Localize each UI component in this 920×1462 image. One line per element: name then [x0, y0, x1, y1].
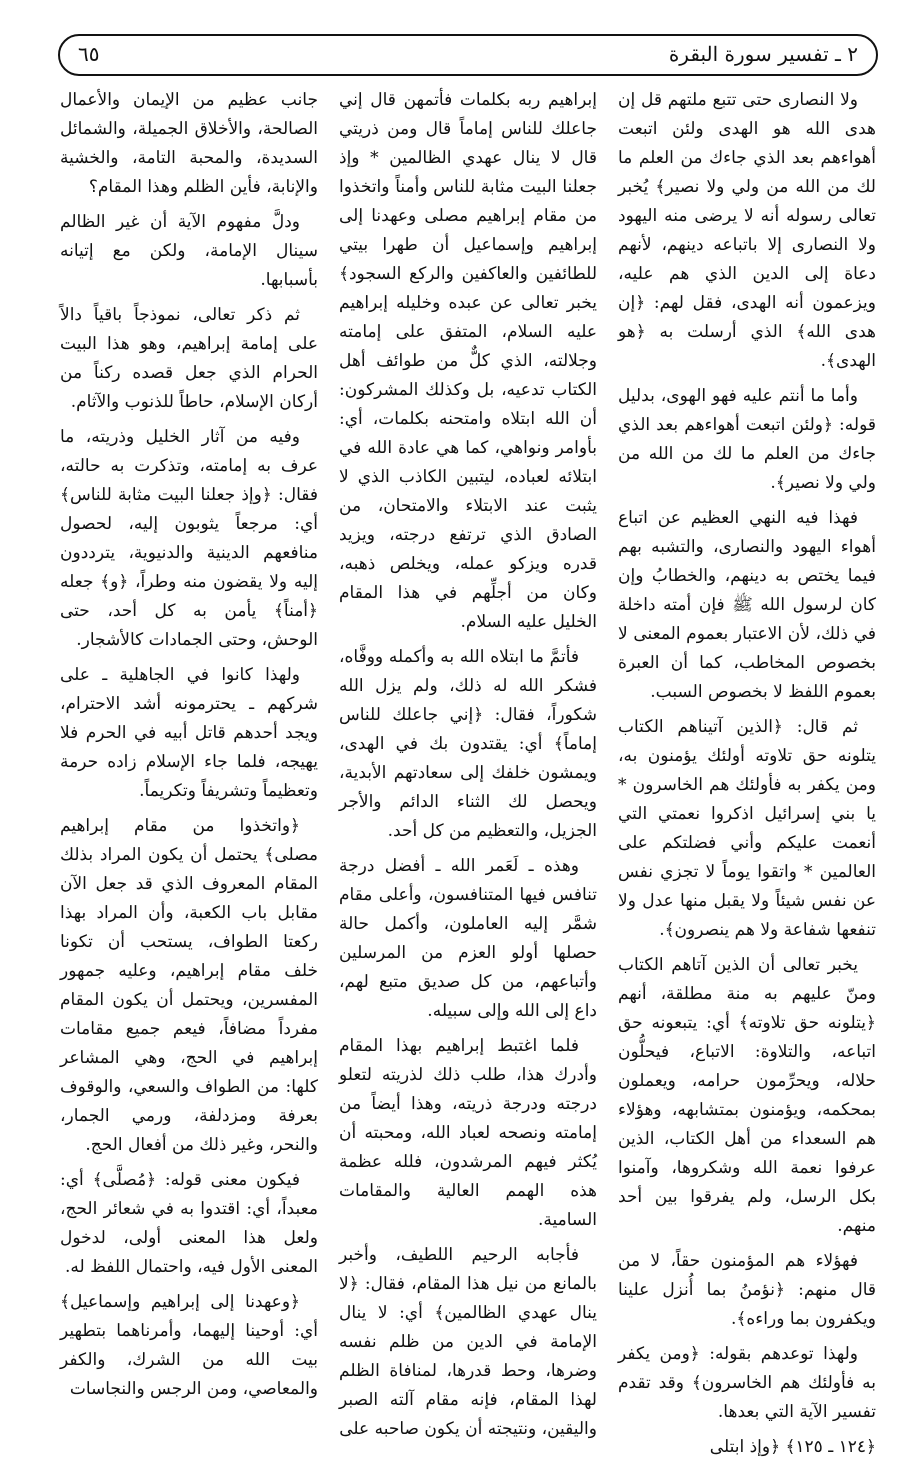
- running-title: ٢ ـ تفسير سورة البقرة: [668, 42, 858, 66]
- paragraph: ثم ذكر تعالى، نموذجاً باقياً دالاً على إمامة إبراهيم، وهو هذا البيت الحرام الذي جعل قصده ركناً من أركان الإسلام، حاطاً للذنوب والآثام.: [60, 305, 318, 412]
- paragraph: وأما ما أنتم عليه فهو الهوى، بدليل قوله: ﴿ولئن اتبعت أهواءهم بعد الذي جاءك من العلم ما لك من الله من ولي ولا نصير﴾.: [618, 386, 876, 493]
- paragraph: فيكون معنى قوله: ﴿مُصلَّى﴾ أي: معبداً، أي: اقتدوا به في شعائر الحج، ولعل هذا المعنى أولى، لدخول المعنى الأول فيه، واحتمال اللفظ له.: [60, 1170, 318, 1277]
- paragraph: يخبر تعالى أن الذين آتاهم الكتاب ومنّ عليهم به منة مطلقة، أنهم ﴿يتلونه حق تلاوته﴾ أي: يتبعونه حق اتباعه، والتلاوة: الاتباع، فيحلُّون حلاله، ويحرِّمون حرامه، ويعملون بمحكمه، ويؤمنون بمتشابهه، وهؤلاء هم السعداء من أهل الكتاب، الذين عرفوا نعمة الله وشكروها، وآمنوا بكل الرسل، ولم يفرقوا بين أحد منهم.: [618, 955, 876, 1236]
- column-left: [60, 86, 318, 1399]
- paragraph: فلما اغتبط إبراهيم بهذا المقام وأدرك هذا، طلب ذلك لذريته لتعلو درجته ودرجة ذريته، وهذا أيضاً من إمامته ونصحه لعباد الله، ومحبته أن يُكثر فيهم المرشدون، فلله عظمة هذه الهمم العالية والمقامات السامية.: [339, 1036, 597, 1230]
- paragraph: فأتمَّ ما ابتلاه الله به وأكمله ووفَّاه، فشكر الله له ذلك، ولم يزل الله شكوراً، فقال: ﴿إني جاعلك للناس إماماً﴾ أي: يقتدون بك في الهدى، ويمشون خلفك إلى سعادتهم الأبدية، ويحصل لك الثناء الدائم والأجر الجزيل، والتعظيم من كل أحد.: [339, 647, 597, 841]
- paragraph: ولا النصارى حتى تتبع ملتهم قل إن هدى الله هو الهدى ولئن اتبعت أهواءهم بعد الذي جاءك من العلم ما لك من الله من ولي ولا نصير﴾ يُخبر تعالى رسوله أنه لا يرضى منه اليهود ولا النصارى إلا باتباعه دينهم، لأنهم دعاة إلى الدين الذي هم عليه، ويزعمون أنه الهدى، فقل لهم: ﴿إن هدى الله﴾ الذي أرسلت به ﴿هو الهدى﴾.: [618, 90, 876, 371]
- paragraph: ولهذا توعدهم بقوله: ﴿ومن يكفر به فأولئك هم الخاسرون﴾ وقد تقدم تفسير الآية التي بعدها.: [618, 1344, 876, 1422]
- page-number: ٦٥: [78, 42, 100, 66]
- paragraph: جانب عظيم من الإيمان والأعمال الصالحة، والأخلاق الجميلة، والشمائل السديدة، والمحبة التامة، والخشية والإنابة، فأين الظلم وهذا المقام؟: [60, 90, 318, 197]
- paragraph: فأجابه الرحيم اللطيف، وأخبر بالمانع من نيل هذا المقام، فقال: ﴿لا ينال عهدي الظالمين﴾ أي: لا ينال الإمامة في الدين من ظلم نفسه وضرها، وحط قدرها، لمنافاة الظلم لهذا المقام، فإنه مقام آلته الصبر واليقين، ونتيجته أن يكون صاحبه على: [339, 1245, 597, 1439]
- paragraph: ﴿وعهدنا إلى إبراهيم وإسماعيل﴾ أي: أوحينا إليهما، وأمرناهما بتطهير بيت الله من الشرك، والكفر والمعاصي، ومن الرجس والنجاسات: [60, 1292, 318, 1399]
- verse-heading: ﴿١٢٤ ـ ١٢٥﴾ ﴿وإذ ابتلى: [709, 1437, 876, 1457]
- paragraph: ولهذا كانوا في الجاهلية ـ على شركهم ـ يحترمونه أشد الاحترام، ويجد أحدهم قاتل أبيه في الحرم فلا يهيجه، فلما جاء الإسلام زاده حرمة وتعظيماً وتشريفاً وتكريماً.: [60, 665, 318, 801]
- paragraph: وهذه ـ لَعَمر الله ـ أفضل درجة تنافس فيها المتنافسون، وأعلى مقام شمَّر إليه العاملون، وأكمل حالة حصلها أولو العزم من المرسلين وأتباعهم، من كل صديق متبع لهم، داع إلى الله وإلى سبيله.: [339, 856, 597, 1021]
- paragraph: ﴿واتخذوا من مقام إبراهيم مصلى﴾ يحتمل أن يكون المراد بذلك المقام المعروف الذي قد جعل الآن مقابل باب الكعبة، وأن المراد بهذا ركعتا الطواف، يستحب أن تكونا خلف مقام إبراهيم، وعليه جمهور المفسرين، ويحتمل أن يكون المقام مفرداً مضافاً، فيعم جميع مقامات إبراهيم في الحج، وهي المشاعر كلها: من الطواف والسعي، والوقوف بعرفة ومزدلفة، ورمي الجمار، والنحر، وغير ذلك من أفعال الحج.: [60, 816, 318, 1155]
- column-middle: [339, 86, 597, 1439]
- paragraph: ثم قال: ﴿الذين آتيناهم الكتاب يتلونه حق تلاوته أولئك يؤمنون به، ومن يكفر به فأولئك هم الخاسرون * يا بني إسرائيل اذكروا نعمتي التي أنعمت عليكم وأني فضلتكم على العالمين * واتقوا يوماً لا تجزي نفس عن نفس شيئاً ولا يقبل منها عدل ولا تنفعها شفاعة ولا هم ينصرون﴾.: [618, 717, 876, 940]
- column-right: [618, 86, 876, 1457]
- page-header: [58, 34, 878, 76]
- text-columns: [60, 86, 876, 1457]
- paragraph: فهؤلاء هم المؤمنون حقاً، لا من قال منهم: ﴿نؤمنُ بما أُنزل علينا ويكفرون بما وراءه﴾.: [618, 1251, 876, 1329]
- paragraph: إبراهيم ربه بكلمات فأتمهن قال إني جاعلك للناس إماماً قال ومن ذريتي قال لا ينال عهدي الظالمين * وإذ جعلنا البيت مثابة للناس وأمناً واتخذوا من مقام إبراهيم مصلى وعهدنا إلى إبراهيم وإسماعيل أن طهرا بيتي للطائفين والعاكفين والركع السجود﴾ يخبر تعالى عن عبده وخليله إبراهيم عليه السلام، المتفق على إمامته وجلالته، الذي كلٌّ من طوائف أهل الكتاب تدعيه، بل وكذلك المشركون: أن الله ابتلاه وامتحنه بكلمات، أي: بأوامر ونواهي، كما هي عادة الله في ابتلائه لعباده، ليتبين الكاذب الذي لا يثبت عند الابتلاء والامتحان، من الصادق الذي ترتفع درجته، ويزيد قدره ويزكو عمله، ويخلص ذهبه، وكان من أجلِّهم في هذا المقام الخليل عليه السلام.: [339, 90, 597, 632]
- paragraph: فهذا فيه النهي العظيم عن اتباع أهواء اليهود والنصارى، والتشبه بهم فيما يختص به دينهم، والخطابُ وإن كان لرسول الله ﷺ فإن أمته داخلة في ذلك، لأن الاعتبار بعموم المعنى لا بخصوص المخاطب، كما أن العبرة بعموم اللفظ لا بخصوص السبب.: [618, 508, 876, 702]
- paragraph: ودلَّ مفهوم الآية أن غير الظالم سينال الإمامة، ولكن مع إتيانه بأسبابها.: [60, 212, 318, 290]
- paragraph: وفيه من آثار الخليل وذريته، ما عرف به إمامته، وتذكرت به حالته، فقال: ﴿وإذ جعلنا البيت مثابة للناس﴾ أي: مرجعاً يثوبون إليه، لحصول منافعهم الدينية والدنيوية، يترددون إليه ولا يقضون منه وطراً، ﴿و﴾ جعله ﴿أمناً﴾ يأمن به كل أحد، حتى الوحش، وحتى الجمادات كالأشجار.: [60, 427, 318, 650]
